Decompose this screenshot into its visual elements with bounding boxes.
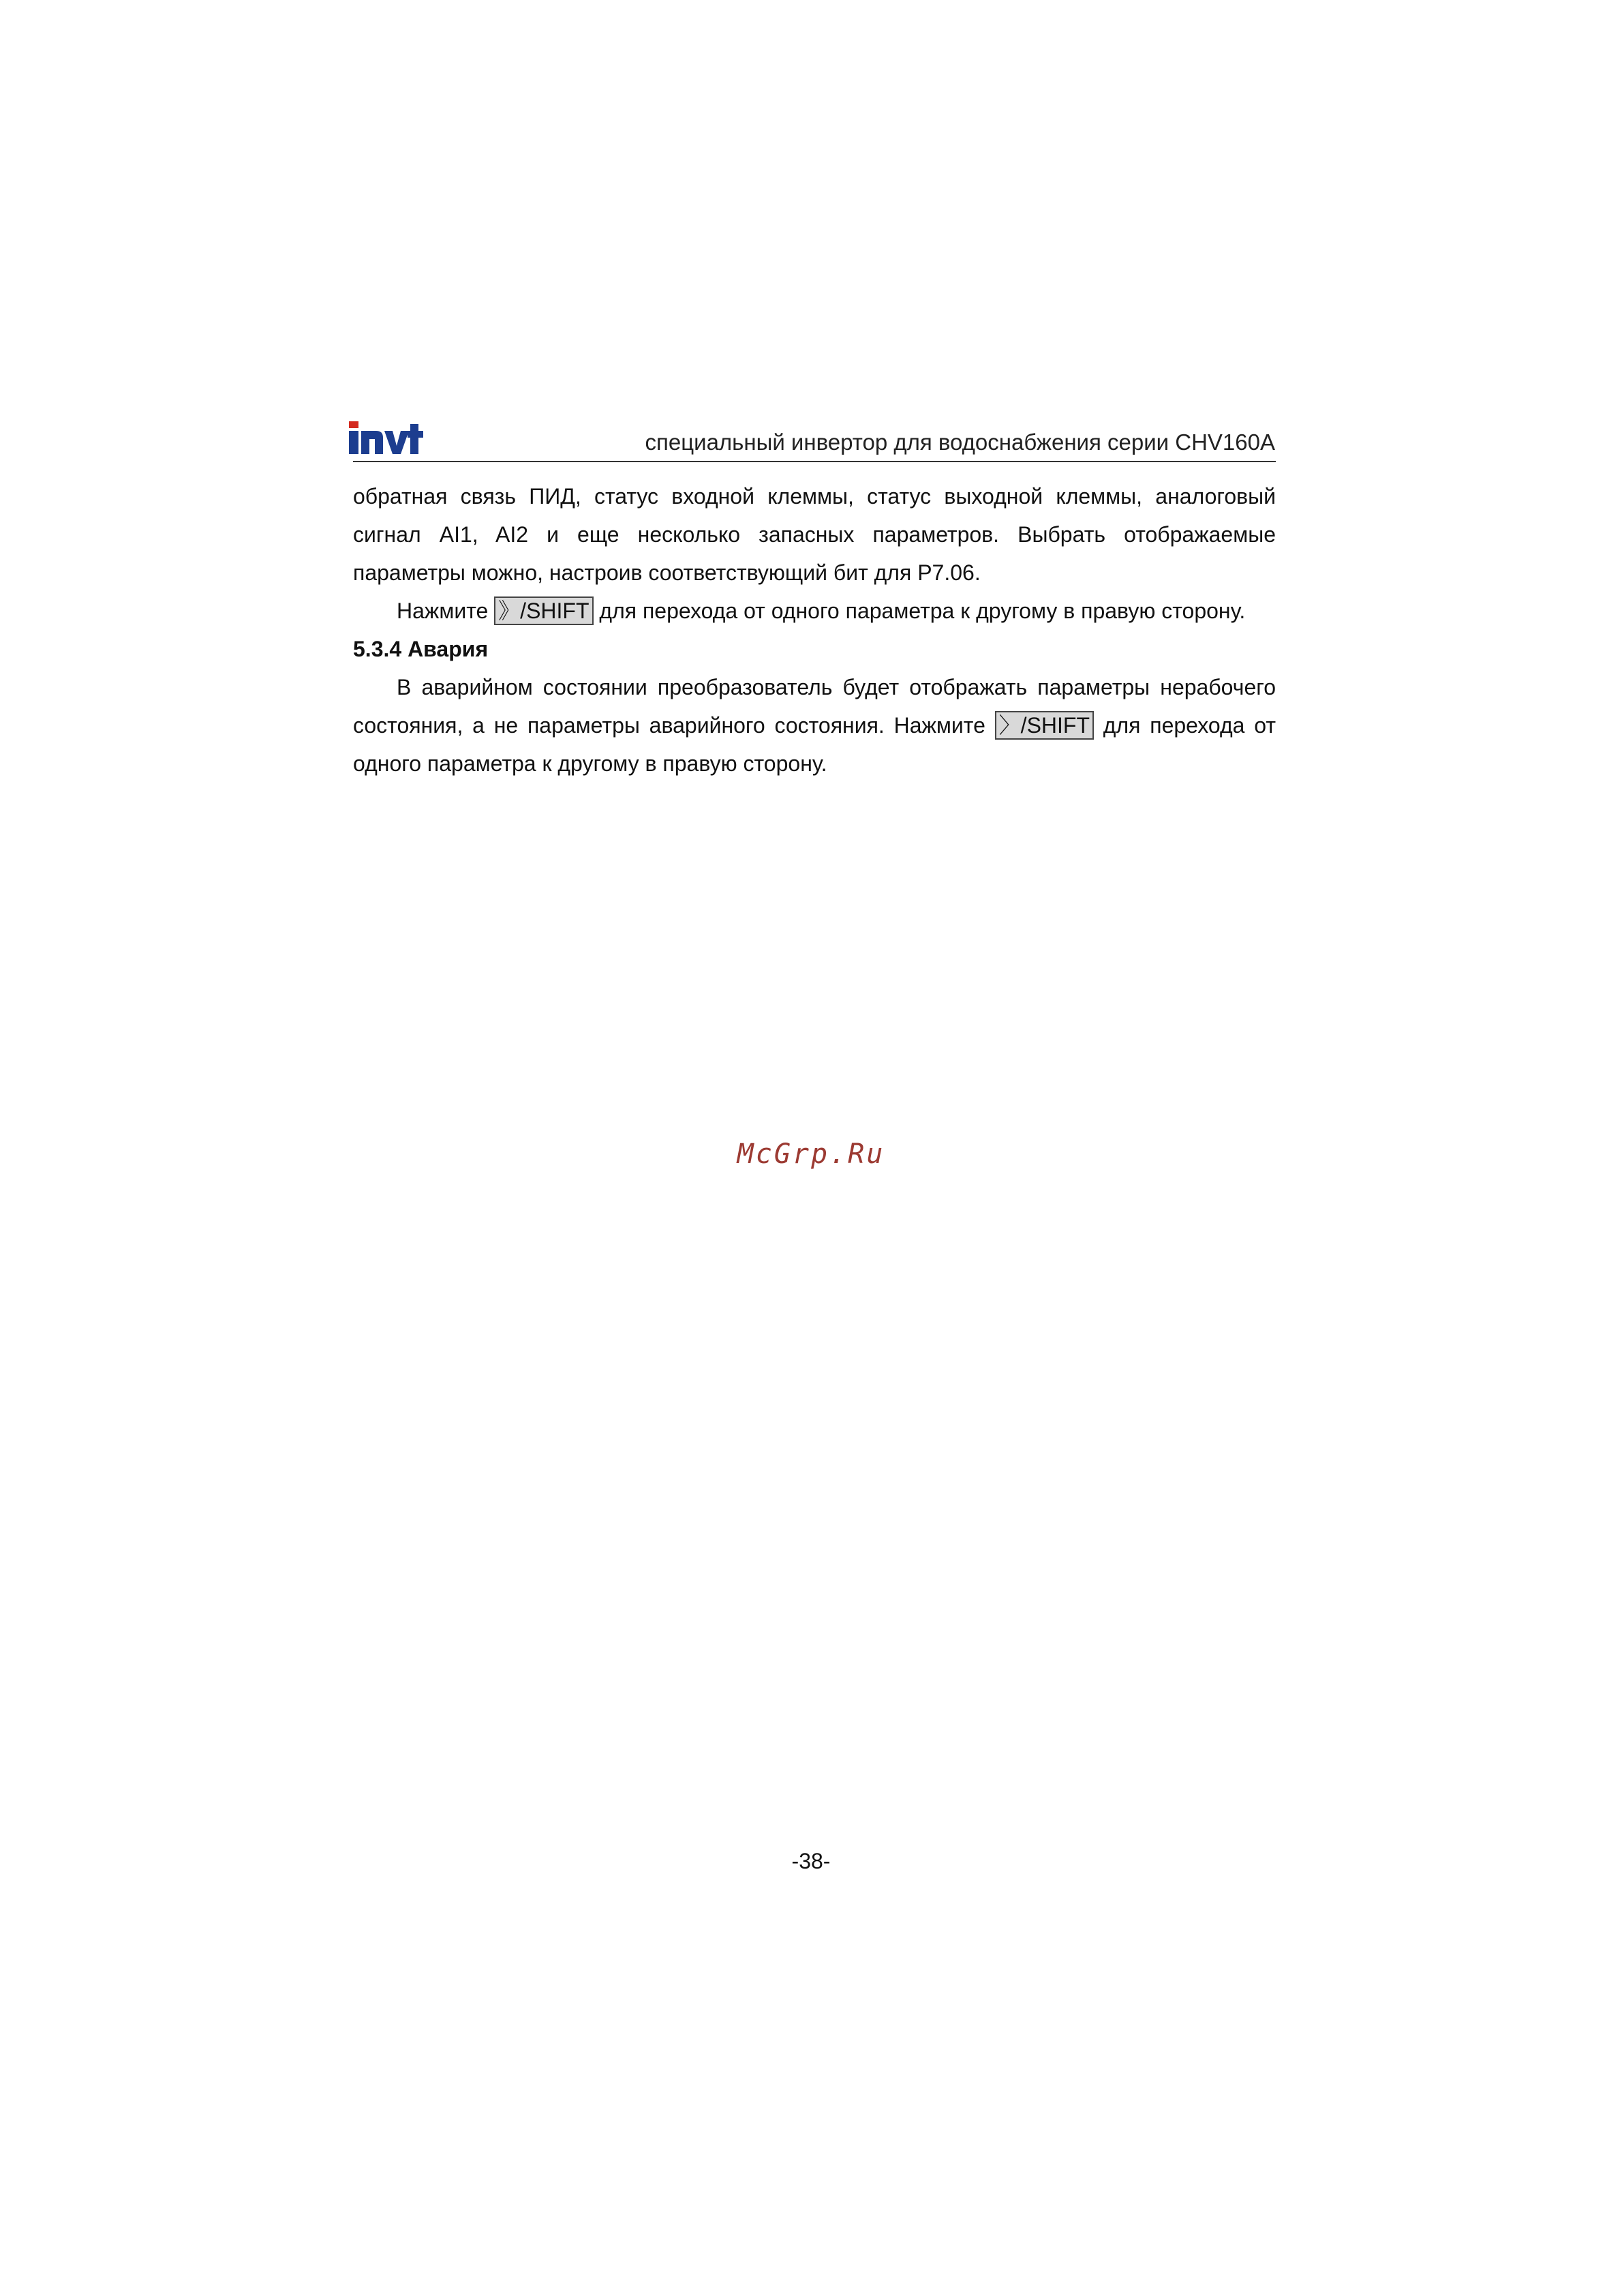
paragraph-3 [353, 668, 1276, 783]
shift-key-label: 〉/SHIFT [995, 711, 1094, 740]
header-title: специальный инвертор для водоснабжения серии CHV160A [645, 429, 1275, 455]
paragraph-3-text-before: В аварийном состоянии преобразователь будет отображать параметры нерабочего состояния, а не параметры аварийного состояния. Нажмите [353, 675, 1276, 738]
paragraph-3-text-after: для перехода от одного параметра к другому в правую сторону. [353, 713, 1276, 776]
header-divider [353, 461, 1276, 462]
paragraph-2-text-before: Нажмите [397, 599, 495, 623]
section-heading: 5.3.4 Авария [353, 637, 489, 661]
shift-key-label: 》/SHIFT [494, 596, 593, 625]
paragraph-1: обратная связь ПИД, статус входной клеммы, статус выходной клеммы, аналоговый сигнал AI1, AI2 и еще несколько запасных параметров. Выбрать отображаемые параметры можно, настроив соответствующий бит для P7.06. [353, 484, 1276, 585]
paragraph-2-text-after: для перехода от одного параметра к другому в правую сторону. [593, 599, 1246, 623]
watermark: McGrp.Ru [737, 1138, 885, 1170]
page-number: -38- [791, 1849, 831, 1873]
page-content [353, 477, 1276, 783]
paragraph-2 [353, 592, 1276, 630]
invt-logo [348, 421, 424, 455]
